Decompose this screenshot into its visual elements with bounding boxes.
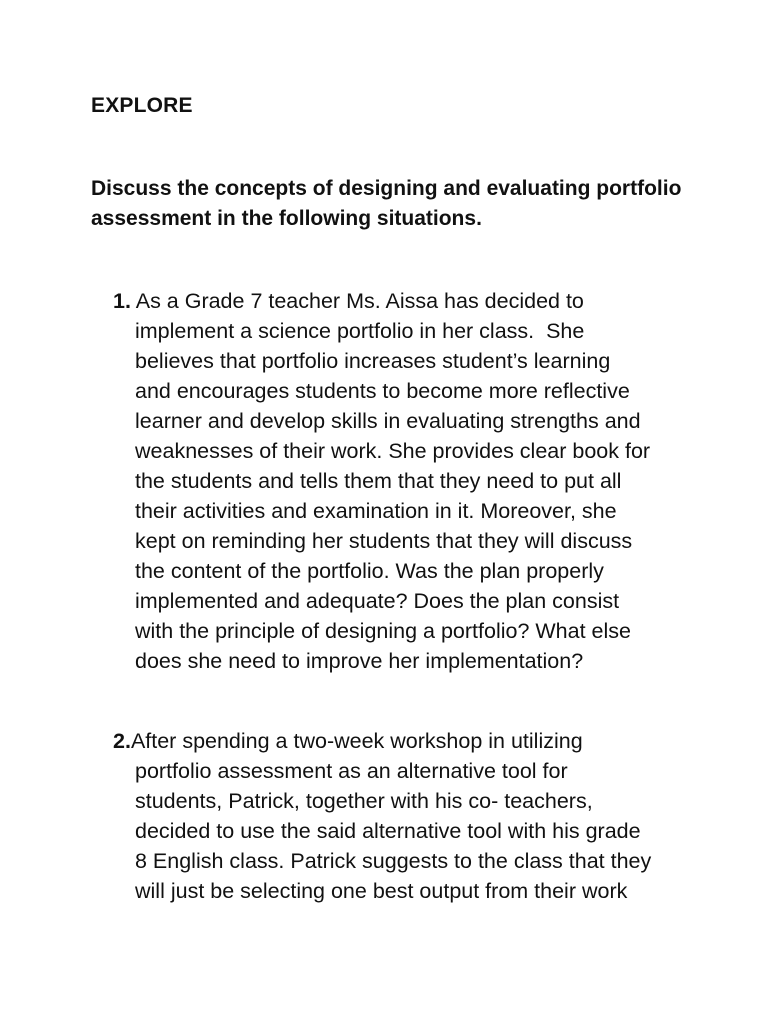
situation-item-1	[113, 286, 693, 676]
item-number: 2.	[113, 729, 131, 753]
item-first-line: As a Grade 7 teacher Ms. Aissa has decided to	[130, 289, 584, 313]
item-line: implement a science portfolio in her class. She	[135, 319, 585, 343]
item-line: weaknesses of their work. She provides clear book for	[135, 439, 651, 463]
item-line: believes that portfolio increases student’s learning	[135, 349, 611, 373]
item-line: the students and tells them that they need to put all	[135, 469, 622, 493]
instructions-text: Discuss the concepts of designing and evaluating portfolio assessment in the following situations.	[91, 177, 682, 230]
item-line: implemented and adequate? Does the plan consist	[135, 589, 620, 613]
item-first-line: After spending a two-week workshop in utilizing	[130, 729, 583, 753]
item-body	[113, 756, 693, 906]
item-line: students, Patrick, together with his co- teachers,	[135, 789, 593, 813]
item-line: and encourages students to become more reflective	[135, 379, 630, 403]
item-line: learner and develop skills in evaluating strengths and	[135, 409, 641, 433]
item-line: portfolio assessment as an alternative tool for	[135, 759, 568, 783]
situation-item-2	[113, 726, 693, 906]
item-body	[113, 316, 693, 676]
item-line: kept on reminding her students that they will discuss	[135, 529, 633, 553]
item-line: with the principle of designing a portfolio? What else	[135, 619, 631, 643]
item-number: 1.	[113, 289, 131, 313]
item-line: does she need to improve her implementation?	[135, 649, 584, 673]
section-title: EXPLORE	[91, 94, 193, 117]
item-line: their activities and examination in it. Moreover, she	[135, 499, 617, 523]
item-line: the content of the portfolio. Was the plan properly	[135, 559, 604, 583]
item-line: will just be selecting one best output from their work	[135, 879, 628, 903]
item-line: decided to use the said alternative tool with his grade	[135, 819, 641, 843]
item-line: 8 English class. Patrick suggests to the class that they	[135, 849, 652, 873]
